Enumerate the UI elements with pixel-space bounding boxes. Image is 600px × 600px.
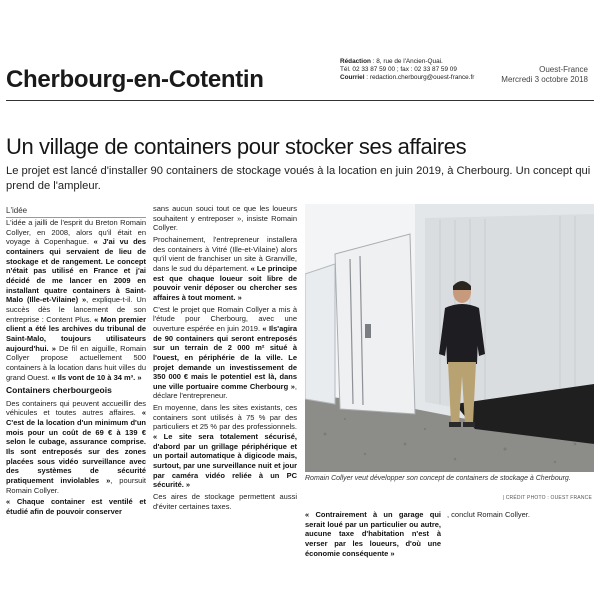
paper-info xyxy=(501,65,588,85)
text-run: De fil en aiguille, Romain Collyer propose actuellement 500 containers à la location dans huit villes du grand Ouest. xyxy=(6,343,146,382)
quote-bold: « C'est de la location d'un minimum d'un mois pour un coût de 69 € à 139 € selon le cubage, assurance comprise. Ils sont entreposés sur des zones placées sous vidéo surveillance avec des systèmes de sécurité pratiquement inviolables » xyxy=(6,408,146,486)
kicker: L'idée xyxy=(6,206,146,218)
subheading: Containers cherbourgeois xyxy=(6,385,112,396)
issue-date: Mercredi 3 octobre 2018 xyxy=(501,75,588,84)
quote-bold: « J'ai vu des containers qui servaient de lieu de stockage et de rangement. Le concept n'était pas utilisé en France et j'ai décidé de me lancer en 2009 en installant quatre containers à Saint-Malo (Ille-et-Vilaine) » xyxy=(6,237,146,305)
email-text: : redaction.cherbourg@ouest-france.fr xyxy=(364,74,475,82)
text-run: , explique-t-il. Un succès dès le lancement de son entreprise : Content Plus. xyxy=(6,295,146,324)
article-column-1 xyxy=(6,218,146,519)
paragraph xyxy=(305,510,441,558)
quote-bold: « Le site sera totalement sécurisé, d'abord par un grillage périphérique et un portail automatique à digicode mais, surtout, par une surveillance nuit et jour par caméra vidéo reliée à un PC sécurité. » xyxy=(153,432,297,490)
redaction-label: Rédaction xyxy=(340,58,371,65)
article-photo xyxy=(305,204,594,472)
paragraph: sans aucun souci tout ce que les loueurs souhaitent y entreposer », insiste Romain Collyer. xyxy=(153,204,297,233)
email-label: Courriel xyxy=(340,74,365,82)
quote-bold: « Mon premier client a été les archives du tribunal de Saint-Malo, toujours utilisateurs aujourd'hui. » xyxy=(6,314,146,353)
contact-block xyxy=(340,58,474,83)
photo-credit: | CRÉDIT PHOTO : OUEST FRANCE xyxy=(502,495,592,501)
masthead xyxy=(6,58,594,102)
quote-bold: « Ils vont de 10 à 34 m³. » xyxy=(51,372,142,382)
section-title: Cherbourg-en-Cotentin xyxy=(6,66,264,93)
text-run: En moyenne, dans les sites existants, ces containers sont utilisés à 75 % par des particuliers et 25 % par des professionnels. xyxy=(153,403,297,432)
quote-bold: « Ils'agira de 90 containers qui seront entreposés sur un terrain de 2 000 m² situé à l'ouest, en périphérie de la ville. Le projet demande un investissement de 350 000 € mais le potentiel est là, dans une ville portuaire comme Cherbourg » xyxy=(153,323,297,391)
photo-caption: Romain Collyer veut développer son concept de containers de stockage à Cherbourg. xyxy=(305,475,571,482)
paragraph xyxy=(153,305,297,402)
phone-line: Tél. 02 33 87 59 00 ; fax : 02 33 87 59 09 xyxy=(340,66,457,74)
paragraph xyxy=(153,235,297,303)
text-run: , déclare l'entrepreneur. xyxy=(153,381,297,401)
quote-bold: « Le principe est que chaque loueur soit libre de pouvoir venir déposer ou chercher ses affaires à tout moment. » xyxy=(153,263,297,302)
headline: Un village de containers pour stocker ses affaires xyxy=(6,134,467,159)
text-run: , poursuit Romain Collyer. xyxy=(6,476,146,495)
text-run: C'est le projet que Romain Collyer a mis à l'étude pour Cherbourg, avec une ouverture espérée en juin 2019. xyxy=(153,304,297,333)
text-run: , conclut Romain Collyer. xyxy=(447,510,530,519)
text-run: L'idée a jailli de l'esprit du Breton Romain Collyer, en 2008, alors qu'il était en voyage à Copenhague. xyxy=(6,218,146,247)
quote-bold: « Chaque container est ventilé et étudié afin de pouvoir conserver xyxy=(6,497,146,517)
text-run: Ces aires de stockage permettent aussi d'éviter certaines taxes. xyxy=(153,492,297,511)
article-column-4 xyxy=(447,510,587,522)
paragraph xyxy=(6,218,146,382)
paragraph xyxy=(153,403,297,490)
text-run: Prochainement, l'entrepreneur installera des containers à Vitré (Ille-et-Vilaine) alors qu'il vient de franchiser un site à Granville, dans le sud du département. xyxy=(153,234,297,273)
paper-name: Ouest-France xyxy=(539,65,588,74)
lede: Le projet est lancé d'installer 90 containers de stockage voués à la location en juin 2019, à Cherbourg. Un concept qui prend de l'ampleur. xyxy=(6,165,591,192)
container-photo-illustration xyxy=(305,204,594,472)
redaction-address: : 8, rue de l'Ancien-Quai. xyxy=(370,58,443,65)
article-column-2 xyxy=(153,204,297,513)
masthead-rule xyxy=(6,100,594,101)
paragraph xyxy=(447,510,587,520)
article-column-3 xyxy=(305,510,441,560)
paragraph xyxy=(6,399,146,496)
paragraph xyxy=(6,497,146,516)
paragraph xyxy=(153,492,297,511)
text-run: Des containers qui peuvent accueillir des véhicules et toutes autres affaires. xyxy=(6,398,146,418)
quote-bold: « Contrairement à un garage qui serait loué par un particulier ou autre, aucune taxe d'habitation n'est à verser par les loueurs, d'où une économie conséquente » xyxy=(305,510,441,558)
